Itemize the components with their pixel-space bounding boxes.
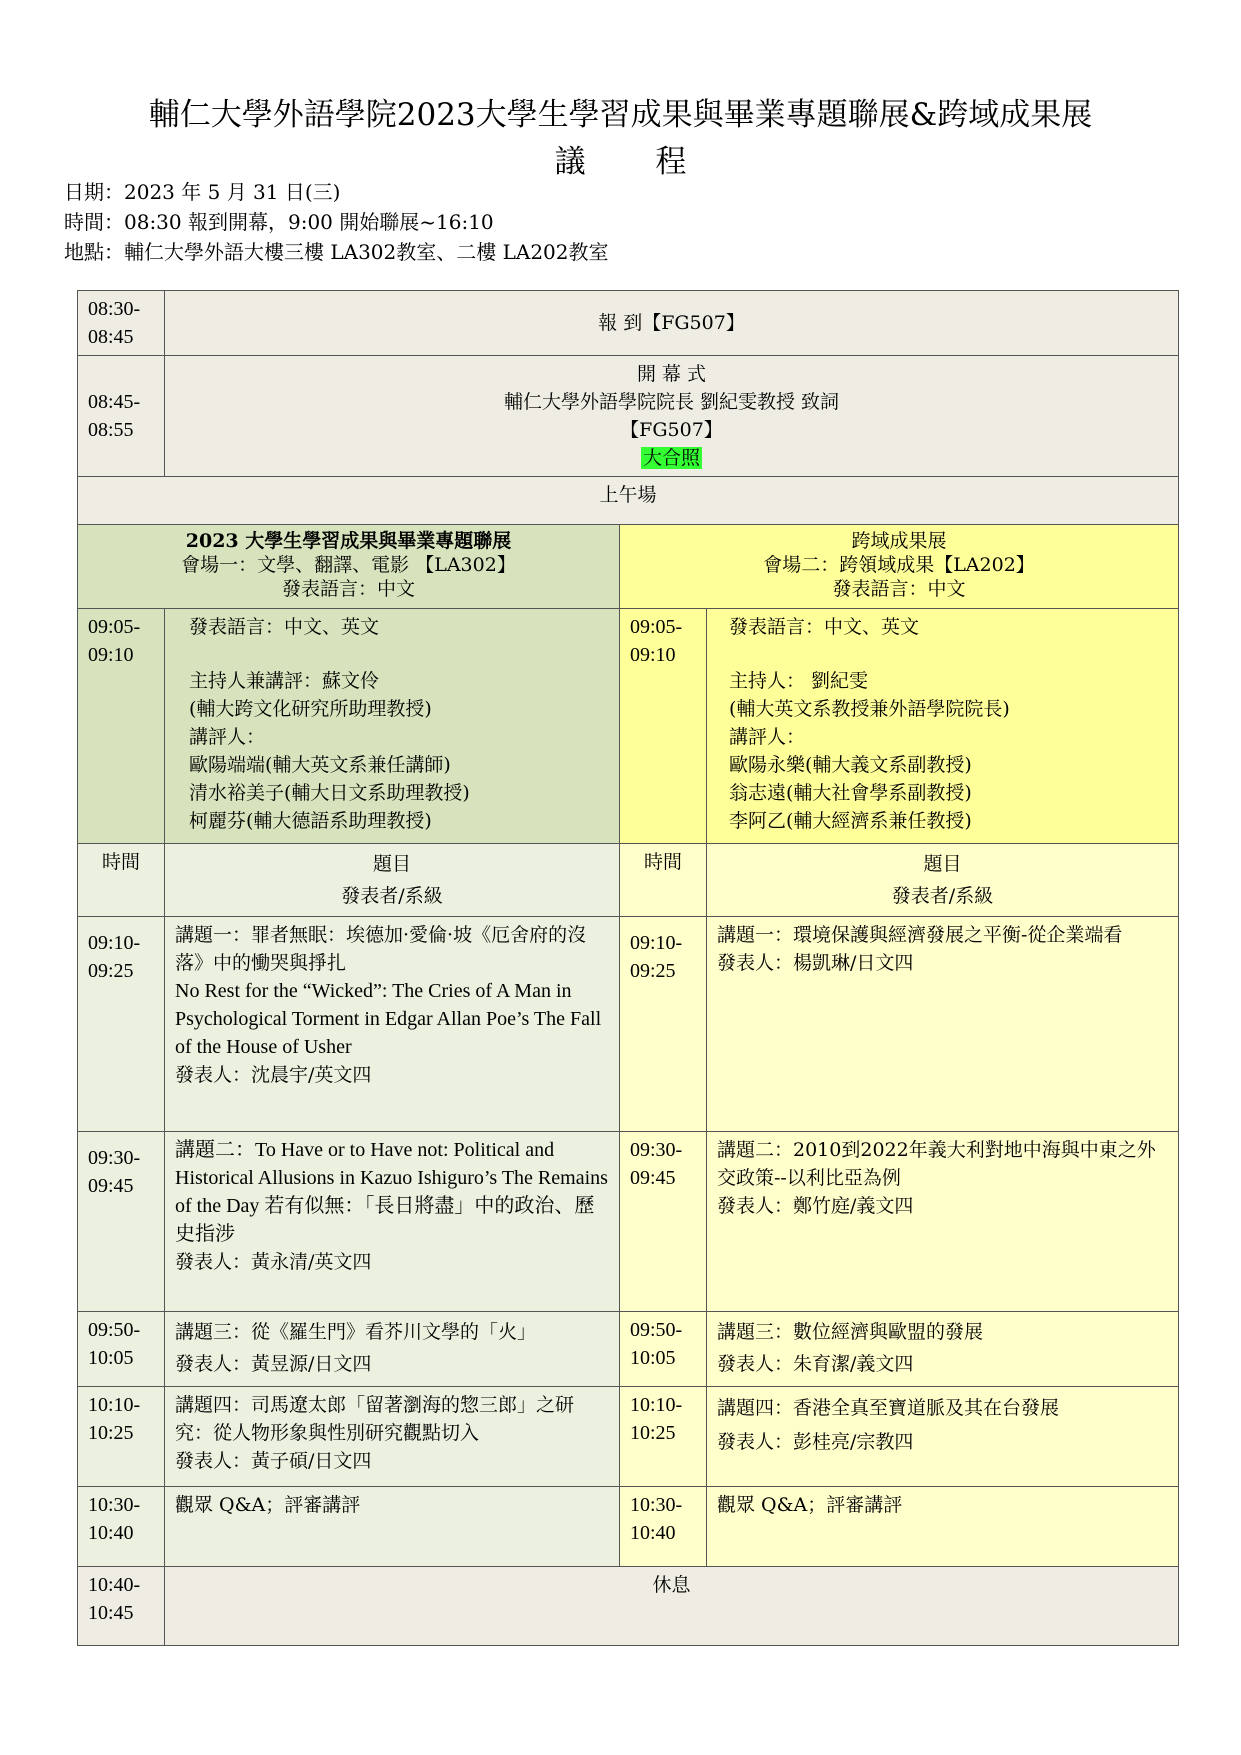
talk-right (707, 1387, 1179, 1487)
talk-presenter: 發表人：彭桂亮/宗教四 (717, 1431, 914, 1453)
venue2-reviewer: 李阿乙(輔大經濟系兼任教授) (729, 810, 972, 832)
talk-time: 09:10- 09:25 (620, 917, 707, 1132)
talk-presenter: 發表人：沈晨宇/英文四 (175, 1064, 372, 1086)
venue2-host: 主持人： 劉紀雯 (729, 670, 869, 692)
venue2-reviewer: 翁志遠(輔大社會學系副教授) (729, 782, 972, 804)
venue1-reviewer: 清水裕美子(輔大日文系助理教授) (189, 782, 470, 804)
document-subtitle: 議 程 (554, 144, 717, 180)
talk-right (707, 1312, 1179, 1387)
qa-left: 觀眾 Q&A；評審講評 (165, 1487, 620, 1567)
opening-room: 【FG507】 (620, 419, 723, 441)
talk-presenter: 發表人：鄭竹庭/義文四 (717, 1195, 914, 1217)
talk-time: 09:50- 10:05 (620, 1312, 707, 1387)
talk-title: 講題四：香港全真至寶道脈及其在台發展 (717, 1397, 1060, 1419)
venue2-language: 發表語言：中文 (832, 578, 966, 600)
venue1-host: 主持人兼講評：蘇文伶 (189, 670, 380, 692)
talk-presenter: 發表人：黃子碩/日文四 (175, 1450, 372, 1472)
talk-left (165, 1312, 620, 1387)
venue2-reviewer: 歐陽永樂(輔大義文系副教授) (729, 754, 972, 776)
talk-presenter: 發表人：楊凱琳/日文四 (717, 952, 914, 974)
venue2-title: 跨域成果展 (851, 530, 947, 552)
agenda-table (77, 290, 1179, 1646)
checkin-time: 08:30- 08:45 (78, 291, 165, 356)
session-row (78, 477, 1179, 525)
talk-row (78, 1312, 1179, 1387)
event-time: 時間：08:30 報到開幕，9:00 開始聯展~16:10 (64, 210, 494, 234)
col-head-time-right: 時間 (620, 844, 707, 917)
talk-presenter: 發表人：黃昱源/日文四 (175, 1353, 372, 1375)
venue1-reviewer: 歐陽端端(輔大英文系兼任講師) (189, 754, 451, 776)
talk-time: 09:30- 09:45 (78, 1132, 165, 1312)
venue2-header (620, 525, 1179, 609)
talk-presenter: 發表人：朱育潔/義文四 (717, 1353, 914, 1375)
moderator-row (78, 609, 1179, 844)
talk-time: 10:10- 10:25 (78, 1387, 165, 1487)
event-location: 地點：輔仁大學外語大樓三樓 LA302教室、二樓 LA202教室 (64, 240, 609, 264)
talk-title: 講題一：環境保護與經濟發展之平衡-從企業端看 (717, 924, 1123, 946)
venue1-reviewer: 柯麗芬(輔大德語系助理教授) (189, 810, 432, 832)
venue1-title: 2023 大學生學習成果與畢業專題聯展 (185, 530, 512, 552)
talk-row (78, 1132, 1179, 1312)
break-row (78, 1567, 1179, 1646)
talk-title: 講題三：數位經濟與歐盟的發展 (717, 1321, 984, 1343)
venue1-moderators: 發表語言：中文、英文 主持人兼講評：蘇文伶 (輔大跨文化研究所助理教授) 講評人： 歐陽端端(輔大英文系兼任講師) 清水裕美子(輔大日文系助理教授) 柯麗芬(輔大德語系助理教授) (165, 609, 620, 844)
talk-left (165, 917, 620, 1132)
venue1-room: 會場一：文學、翻譯、電影 【LA302】 (181, 554, 516, 576)
talk-left (165, 1132, 620, 1312)
talk-time: 09:10- 09:25 (78, 917, 165, 1132)
col-head-topic-left: 題目 發表者/系級 (165, 844, 620, 917)
opening-row (78, 356, 1179, 477)
talk-time: 10:10- 10:25 (620, 1387, 707, 1487)
opening-ceremony: 開 幕 式 (636, 363, 707, 385)
session-label: 上午場 (78, 477, 1179, 525)
checkin-row (78, 291, 1179, 356)
break-time: 10:40- 10:45 (78, 1567, 165, 1646)
talk-right (707, 1132, 1179, 1312)
qa-time: 10:30- 10:40 (620, 1487, 707, 1567)
talk-time: 09:30- 09:45 (620, 1132, 707, 1312)
group-photo-label: 大合照 (642, 447, 700, 469)
opening-speech: 輔仁大學外語學院院長 劉紀雯教授 致詞 (503, 391, 840, 413)
qa-time: 10:30- 10:40 (78, 1487, 165, 1567)
talk-right (707, 917, 1179, 1132)
venue2-intro-time: 09:05- 09:10 (620, 609, 707, 844)
talk-title-english: No Rest for the “Wicked”: The Cries of A Man in Psychological Torment in Edgar Allan Poe’s The Fall of the House of Usher (175, 980, 602, 1058)
col-head-topic-right: 題目 發表者/系級 (707, 844, 1179, 917)
venue1-intro-time: 09:05- 09:10 (78, 609, 165, 844)
col-head-time-left: 時間 (78, 844, 165, 917)
talk-row (78, 1387, 1179, 1487)
talk-title: 講題二：2010到2022年義大利對地中海與中東之外交政策--以利比亞為例 (717, 1139, 1156, 1189)
venue2-moderators: 發表語言：中文、英文 主持人： 劉紀雯 (輔大英文系教授兼外語學院院長) 講評人： 歐陽永樂(輔大義文系副教授) 翁志遠(輔大社會學系副教授) 李阿乙(輔大經濟系兼任教授) (707, 609, 1179, 844)
talk-title: 講題四：司馬遼太郎「留著瀏海的惣三郎」之研究：從人物形象與性別研究觀點切入 (175, 1394, 575, 1444)
checkin-text: 報 到【FG507】 (165, 291, 1179, 356)
talk-title: 講題二：To Have or to Have not: Political and Historical Allusions in Kazuo Ishiguro’s The Remains of the Day 若有似無：「長日將盡」中的政治、歷史指涉 (175, 1139, 608, 1245)
column-header-row (78, 844, 1179, 917)
talk-presenter: 發表人：黃永清/英文四 (175, 1251, 372, 1273)
event-date: 日期：2023 年 5 月 31 日(三) (64, 180, 341, 204)
venue-header-row (78, 525, 1179, 609)
venue2-room: 會場二：跨領域成果【LA202】 (763, 554, 1035, 576)
break-label: 休息 (165, 1567, 1179, 1646)
venue1-language: 發表語言：中文 (281, 578, 415, 600)
qa-right: 觀眾 Q&A；評審講評 (707, 1487, 1179, 1567)
talk-title: 講題三：從《羅生門》看芥川文學的「火」 (175, 1321, 537, 1343)
opening-details (165, 356, 1179, 477)
venue1-header (78, 525, 620, 609)
talk-row (78, 917, 1179, 1132)
talk-time: 09:50- 10:05 (78, 1312, 165, 1387)
document-title: 輔仁大學外語學院2023大學生學習成果與畢業專題聯展&跨域成果展 (148, 97, 1093, 133)
talk-left (165, 1387, 620, 1487)
opening-time: 08:45- 08:55 (78, 356, 165, 477)
qa-row (78, 1487, 1179, 1567)
talk-title: 講題一：罪者無眠：埃德加·愛倫·坡《厄舍府的沒落》中的慟哭與掙扎 (175, 924, 587, 974)
